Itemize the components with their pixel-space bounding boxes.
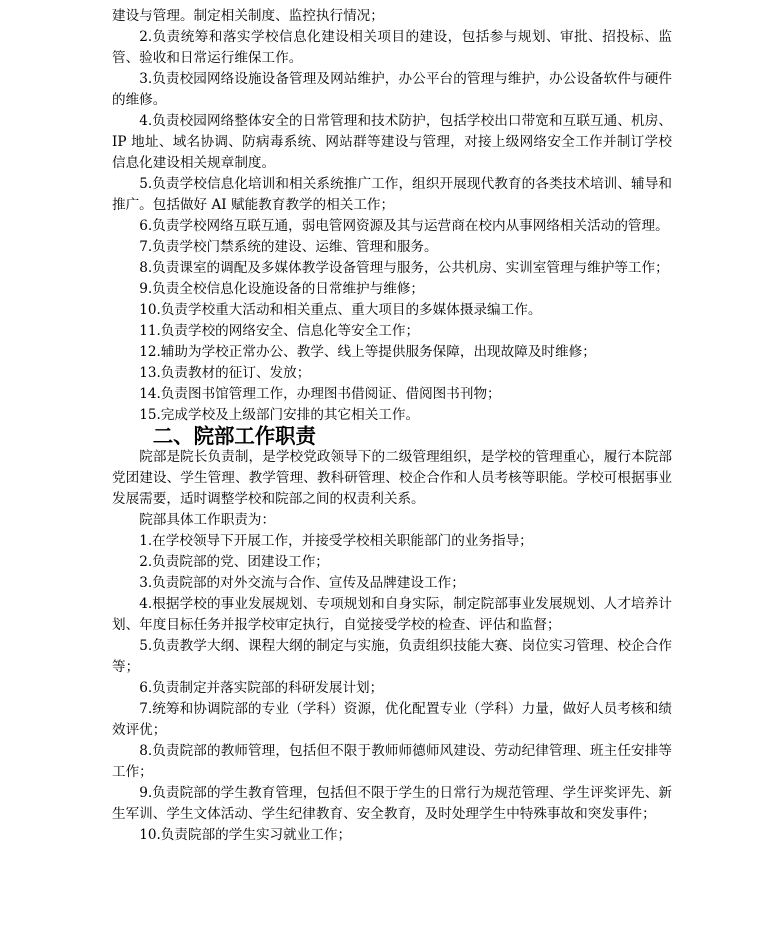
document-page	[112, 6, 672, 846]
department-intro: 院部是院长负责制，是学校党政领导下的二级管理组织，是学校的管理重心，履行本院部党团建设、学生管理、教学管理、教科研管理、校企合作和人员考核等职能。学校可根据事业发展需要，适时调整学校和院部之间的权责利关系。	[112, 449, 672, 507]
department-duty-3: 3.负责院部的对外交流与合作、宣传及品牌建设工作；	[139, 575, 465, 591]
duty-item-8: 8.负责课室的调配及多媒体教学设备管理与服务，公共机房、实训室管理与维护等工作；	[139, 260, 669, 276]
department-duties-lead: 院部具体工作职责为：	[139, 512, 276, 528]
duty-item-10: 10.负责学校重大活动和相关重点、重大项目的多媒体摄录编工作。	[139, 302, 542, 318]
department-duty-10: 10.负责院部的学生实习就业工作；	[139, 827, 352, 843]
duty-item-4: 4.负责校园网络整体安全的日常管理和技术防护，包括学校出口带宽和互联互通、机房、IP 地址、域名协调、防病毒系统、网站群等建设与管理，对接上级网络安全工作并制订学校信息化建设相关规章制度。	[112, 113, 672, 171]
duty-item-11: 11.负责学校的网络安全、信息化等安全工作；	[139, 323, 420, 339]
department-duty-9: 9.负责院部的学生教育管理，包括但不限于学生的日常行为规范管理、学生评奖评先、新生军训、学生文体活动、学生纪律教育、安全教育，及时处理学生中特殊事故和突发事件；	[112, 785, 672, 822]
duty-item-15: 15.完成学校及上级部门安排的其它相关工作。	[139, 407, 420, 423]
duty-item-6: 6.负责学校网络互联互通，弱电管网资源及其与运营商在校内从事网络相关活动的管理。	[139, 218, 669, 234]
department-duty-2: 2.负责院部的党、团建设工作；	[139, 554, 329, 570]
duty-item-2: 2.负责统筹和落实学校信息化建设相关项目的建设，包括参与规划、审批、招投标、监管、验收和日常运行维保工作。	[112, 29, 672, 66]
department-duty-7: 7.统筹和协调院部的专业（学科）资源，优化配置专业（学科）力量，做好人员考核和绩效评优；	[112, 701, 672, 738]
department-duty-4: 4.根据学校的事业发展规划、专项规划和自身实际，制定院部事业发展规划、人才培养计划、年度目标任务并报学校审定执行，自觉接受学校的检查、评估和监督；	[112, 596, 672, 633]
duty-item-13: 13.负责教材的征订、发放；	[139, 365, 311, 381]
duty-item-12: 12.辅助为学校正常办公、教学、线上等提供服务保障，出现故障及时维修；	[139, 344, 596, 360]
department-duty-5: 5.负责教学大纲、课程大纲的制定与实施，负责组织技能大赛、岗位实习管理、校企合作等；	[112, 638, 672, 675]
duty-item-3: 3.负责校园网络设施设备管理及网站维护，办公平台的管理与维护，办公设备软件与硬件的维修。	[112, 71, 672, 108]
duty-item-5: 5.负责学校信息化培训和相关系统推广工作，组织开展现代教育的各类技术培训、辅导和推广。包括做好 AI 赋能教育教学的相关工作；	[112, 176, 672, 213]
duty-item-7: 7.负责学校门禁系统的建设、运维、管理和服务。	[139, 239, 438, 255]
paragraph-continuation: 建设与管理。制定相关制度、监控执行情况；	[112, 8, 384, 24]
duty-item-14: 14.负责图书馆管理工作，办理图书借阅证、借阅图书刊物；	[139, 386, 501, 402]
department-duty-1: 1.在学校领导下开展工作，并接受学校相关职能部门的业务指导；	[139, 533, 533, 549]
department-duty-6: 6.负责制定并落实院部的科研发展计划；	[139, 680, 384, 696]
duty-item-9: 9.负责全校信息化设施设备的日常维护与维修；	[139, 281, 425, 297]
department-duty-8: 8.负责院部的教师管理，包括但不限于教师师德师风建设、劳动纪律管理、班主任安排等工作；	[112, 743, 672, 780]
section-heading: 二、院部工作职责	[152, 424, 316, 448]
